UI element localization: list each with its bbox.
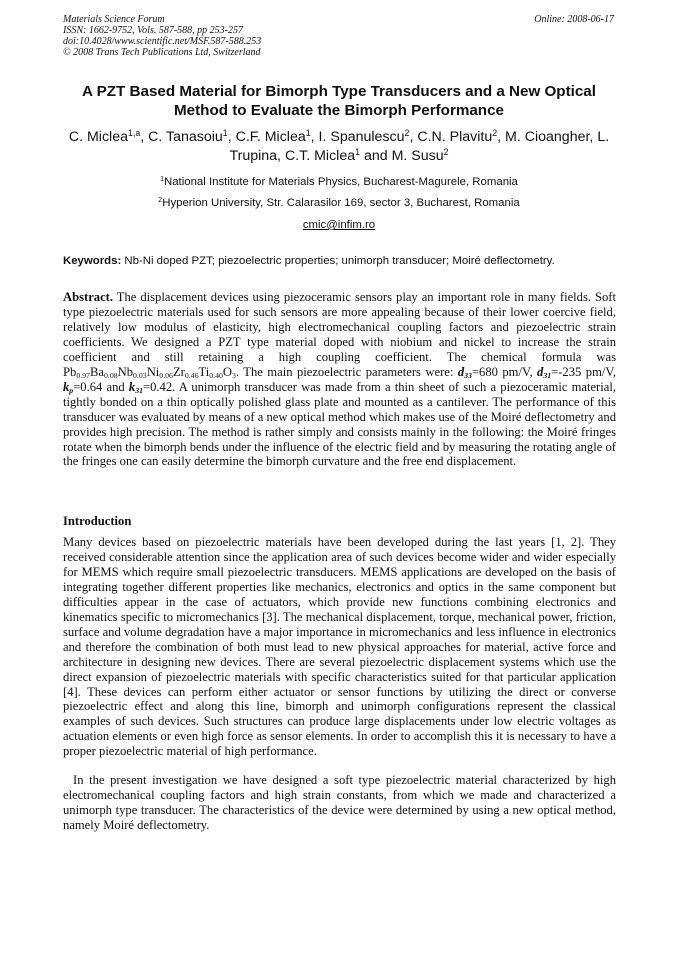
abstract: Abstract. The displacement devices using piezoceramic sensors play an important role in many fields. Soft type piezoelectric materials used for such sensors are more appealing because of their lower coercive field, relatively low modulus of elasticity, high electromechanical coupling factors and piezoelectric strain coefficients. We designed a PZT type material doped with niobium and nickel to increase the strain coefficient and still retaining a high coupling coefficient. The chemical formula was $Pb_{0.97}Ba_{0.08}Nb_{0.03}Ni_{0.06}Zr_{0.46}Ti_{0.40}O_3$. The main piezoelectric parameters were: $d_{33}=680$ pm/V, $d_{31}=-235$ pm/V, $k_p=0.64$ and $k_{31}=0.42$. A unimorph transducer was made from a thin sheet of such a piezoceramic material, tightly bonded on a thin optically polished glass plate and mounted as a cantilever. The performance of this transducer was evaluated by means of a new optical method which makes use of the Moiré deflectometry and provides high precision. The method is rather simply and consists mainly in the following: the Moiré fringes rotate when the bimorph bends under the influence of the electric field and by measuring the rotating angle of the fringes one can easily determine the bimorph curvature and the free end displacement.	[63, 290, 616, 469]
author: M. Cioangher	[505, 129, 590, 145]
issn-line: ISSN: 1662-9752, Vols. 587-588, pp 253-257	[63, 25, 243, 36]
abstract-label: Abstract.	[63, 290, 114, 304]
keywords	[63, 254, 619, 268]
keywords-label: Keywords:	[63, 255, 122, 267]
author-list: C. Miclea$^{1,a}$, C. Tanasoiu$^1$, C.F. Miclea$^1$, I. Spanulescu$^2$, C.N. Plavitu$^2$, M. Cioangher, L. Trupina, C.T. Miclea$^1$ and M. Susu$^2$	[68, 128, 610, 164]
author: I. Spanulescu	[318, 129, 405, 145]
online-date: Online: 2008-06-17	[534, 14, 614, 25]
doi-line: doi:10.4028/www.scientific.net/MSF.587-588.253	[63, 36, 262, 47]
title-line-2: Method to Evaluate the Bimorph Performance	[174, 102, 504, 119]
author: L. Trupina	[229, 129, 610, 164]
introduction-paragraph-2: In the present investigation we have designed a soft type piezoelectric material characterized by high electromechanical coupling factors and high strain constants, from which we made and characterized a unimorph type transducer. The characteristics of the device were determined by using a new optical method, namely Moiré deflectometry.	[63, 773, 616, 832]
affiliation-1: $^1$National Institute for Materials Physics, Bucharest-Magurele, Romania	[160, 176, 518, 188]
author: C.T. Miclea	[284, 148, 356, 164]
title-line-1: A PZT Based Material for Bimorph Type Transducers and a New Optical	[82, 83, 596, 100]
affiliation-2: $^2$Hyperion University, Str. Calarasilor 169, sector 3, Bucharest, Romania	[158, 197, 520, 209]
author: C. Miclea	[68, 129, 128, 145]
author: M. Susu	[391, 148, 444, 164]
keywords-text: Nb-Ni doped PZT; piezoelectric properties; unimorph transducer; Moiré deflectometry.	[121, 255, 555, 267]
journal-header	[63, 14, 423, 58]
journal-name: Materials Science Forum	[63, 14, 165, 25]
author: C.F. Miclea	[235, 129, 306, 145]
introduction-paragraph-1: Many devices based on piezoelectric materials have been developed during the last years [1, 2]. They received considerable attention since the application area of such devices become wider and wider especially for MEMS which require small piezoelectric transducers. MEMS applications are developed on the basis of integrating together different properties like mechanics, electronics and optics in the same component but difficulties appear in the case of actuators, which provide new functions combining electronics and kinematics specific to micromechanics [3]. The mechanical displacement, torque, mechanical power, friction, surface and volume degradation have a major importance in micromechanics and less influence in electronics and therefore the combination of both must lead to new physical approaches for material, active force and architecture in designing new devices. There are several piezoelectric displacement systems which use the direct expansion of piezoelectric materials with specific characteristics suited for that particular application [4]. These devices can perform either actuator or sensor functions by utilizing the direct or converse piezoelectric effect and along this line, bimorph and unimorph configurations represent the classical examples of such devices. Such structures can produce large displacements under low electric voltages as actuation elements or even high force as sensor elements. In order to accomplish this it is necessary to have a proper piezoelectric material of high performance.	[63, 535, 616, 759]
author-email-link[interactable]: cmic@infim.ro	[302, 219, 376, 231]
author: C. Tanasoiu	[148, 129, 223, 145]
paper-title	[50, 82, 628, 120]
introduction-heading: Introduction	[63, 514, 132, 528]
copyright-line: © 2008 Trans Tech Publications Ltd, Switzerland	[63, 47, 261, 58]
author: C.N. Plavitu	[417, 129, 493, 145]
